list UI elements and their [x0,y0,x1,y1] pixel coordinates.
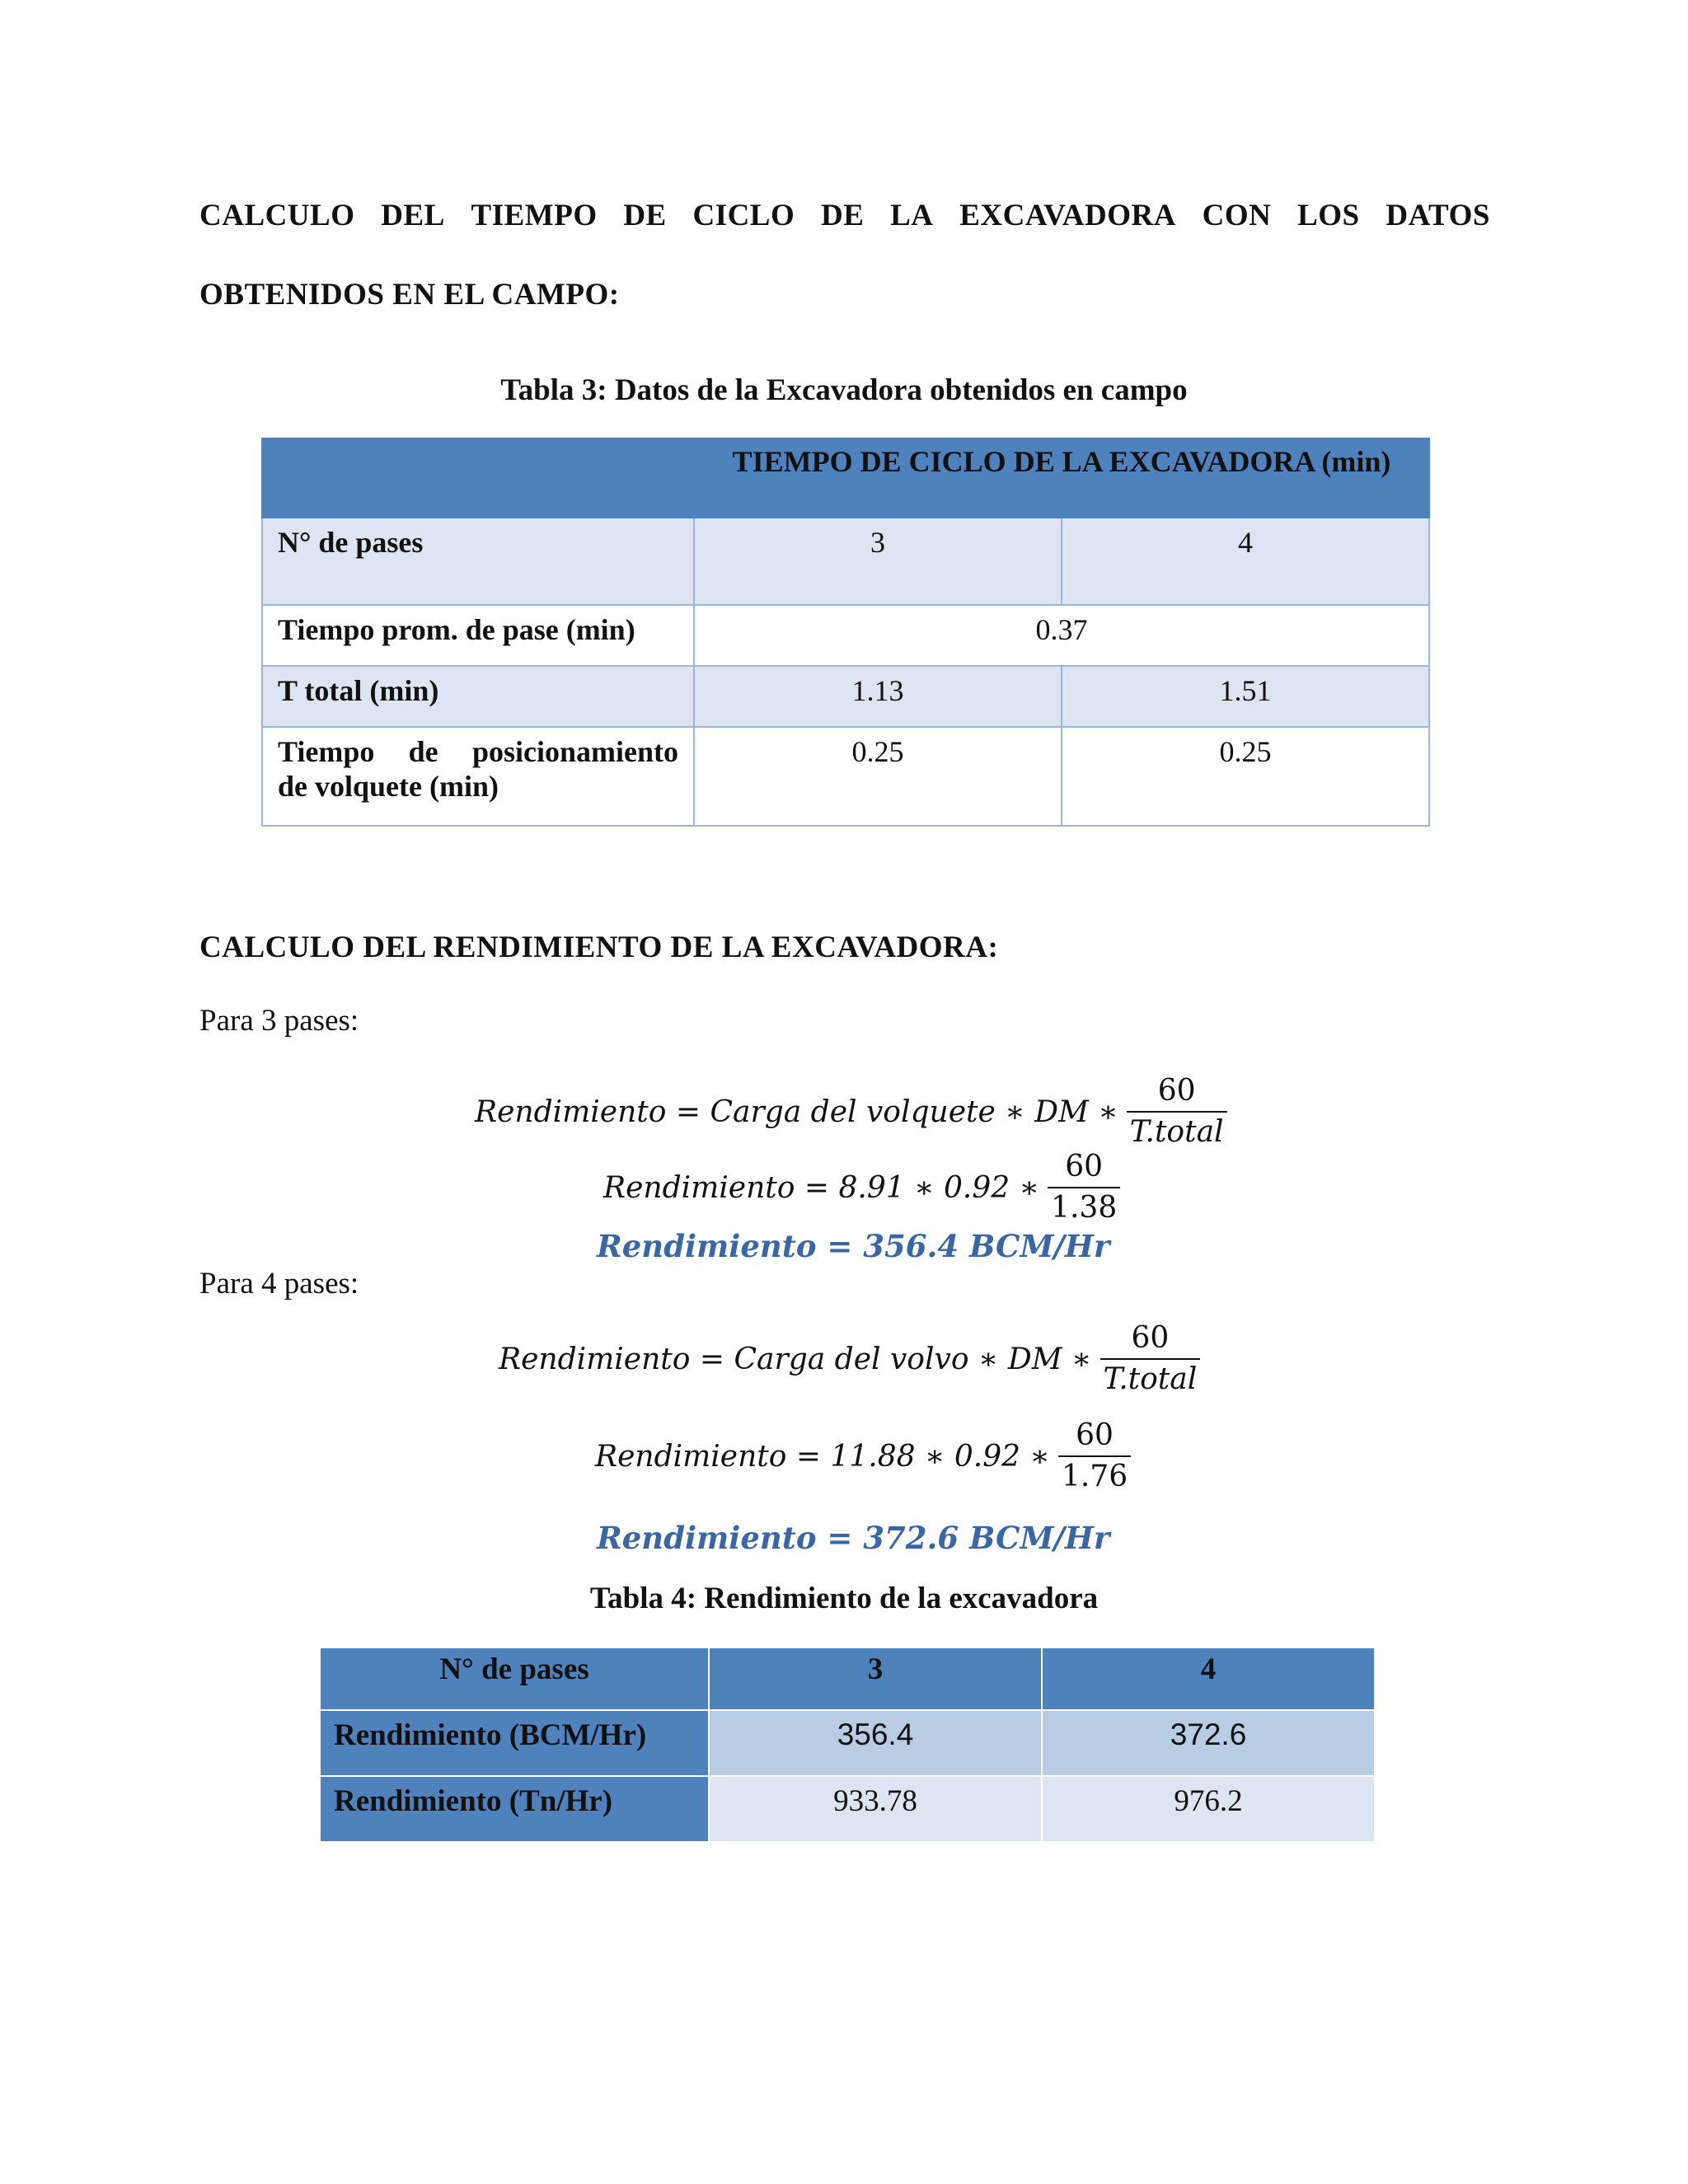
table-header-row [320,1647,1375,1710]
heading-word: LOS [1297,199,1360,232]
heading-word: DE [623,199,667,232]
fraction-numerator: 60 [1157,1074,1196,1108]
table3 [261,438,1430,827]
table3-header [694,438,1429,518]
fraction-denominator: 1.38 [1048,1187,1120,1223]
row-label: Rendimiento (Tn/Hr) [320,1776,709,1842]
table3-header-empty [262,438,694,518]
table3-header-text: TIEMPO DE CICLO DE LA EXCAVADORA (min) [732,445,1391,478]
equation-substitution-3 [603,1152,1120,1223]
row-label: Tiempo prom. de pase (min) [262,605,694,666]
result-4-pases: Rendimiento = 372.6 BCM/Hr [597,1520,1110,1556]
cell: 0.37 [694,605,1429,666]
heading-word: DE [820,199,865,232]
heading-word: EXCAVADORA [959,199,1176,232]
cell: 356.4 [709,1710,1042,1776]
row-label [262,727,694,826]
table4-header-cell: 4 [1042,1647,1375,1710]
fraction-denominator: 1.76 [1058,1455,1131,1492]
cell: 4 [1062,518,1429,605]
fraction-numerator: 60 [1076,1418,1114,1452]
heading-word: LA [890,199,934,232]
table-row [262,605,1429,666]
table-row [320,1776,1375,1842]
table-row [262,518,1429,605]
fraction [1100,1321,1201,1396]
cell: 0.25 [694,727,1062,826]
fraction-numerator: 60 [1065,1150,1104,1183]
heading-word: DATOS [1386,199,1490,232]
row-label-line1: Tiempo de posicionamiento [278,735,678,768]
para-3-pases: Para 3 pases: [199,1004,359,1038]
cell: 372.6 [1042,1710,1375,1776]
fraction-denominator: T.total [1127,1111,1227,1147]
row-label-line2: de volquete (min) [278,770,499,803]
fraction [1058,1418,1131,1493]
table-row [262,727,1429,826]
heading-word: CICLO [692,199,795,232]
cell: 976.2 [1042,1776,1375,1842]
table-row [262,666,1429,727]
equation-formula-3 [475,1076,1227,1147]
cell: 3 [694,518,1062,605]
table4-header-cell: N° de pases [320,1647,709,1710]
table4 [319,1647,1376,1843]
fraction-denominator: T.total [1100,1358,1201,1394]
row-label: N° de pases [262,518,694,605]
cell: 1.51 [1062,666,1429,727]
row-label: Rendimiento (BCM/Hr) [320,1710,709,1776]
fraction [1127,1076,1227,1147]
cell: 933.78 [709,1776,1042,1842]
equation-lhs: Rendimiento = Carga del volvo ∗ DM ∗ [499,1342,1092,1376]
cell: 1.13 [694,666,1062,727]
equation-lhs: Rendimiento = Carga del volquete ∗ DM ∗ [475,1094,1118,1129]
table-row [320,1710,1375,1776]
table4-caption: Tabla 4: Rendimiento de la excavadora [589,1582,1099,1615]
result-3-pases: Rendimiento = 356.4 BCM/Hr [597,1228,1110,1264]
equation-substitution-4 [595,1418,1131,1493]
table3-caption: Tabla 3: Datos de la Excavadora obtenidos en campo [500,373,1188,407]
heading-word: CALCULO [199,199,355,232]
section-heading-performance: CALCULO DEL RENDIMIENTO DE LA EXCAVADORA: [199,930,999,964]
fraction-numerator: 60 [1131,1321,1170,1355]
equation-lhs: Rendimiento = 11.88 ∗ 0.92 ∗ [595,1439,1050,1474]
section-heading-cycle-time [199,198,1490,233]
section-heading-cycle-time-line2: OBTENIDOS EN EL CAMPO: [199,278,620,312]
equation-formula-4 [499,1321,1200,1396]
row-label: T total (min) [262,666,694,727]
cell: 0.25 [1062,727,1429,826]
heading-word: TIEMPO [471,199,598,232]
heading-word: DEL [381,199,445,232]
fraction [1048,1152,1120,1223]
equation-lhs: Rendimiento = 8.91 ∗ 0.92 ∗ [603,1170,1040,1205]
table4-header-cell: 3 [709,1647,1042,1710]
para-4-pases: Para 4 pases: [199,1267,359,1301]
heading-word: CON [1202,199,1272,232]
